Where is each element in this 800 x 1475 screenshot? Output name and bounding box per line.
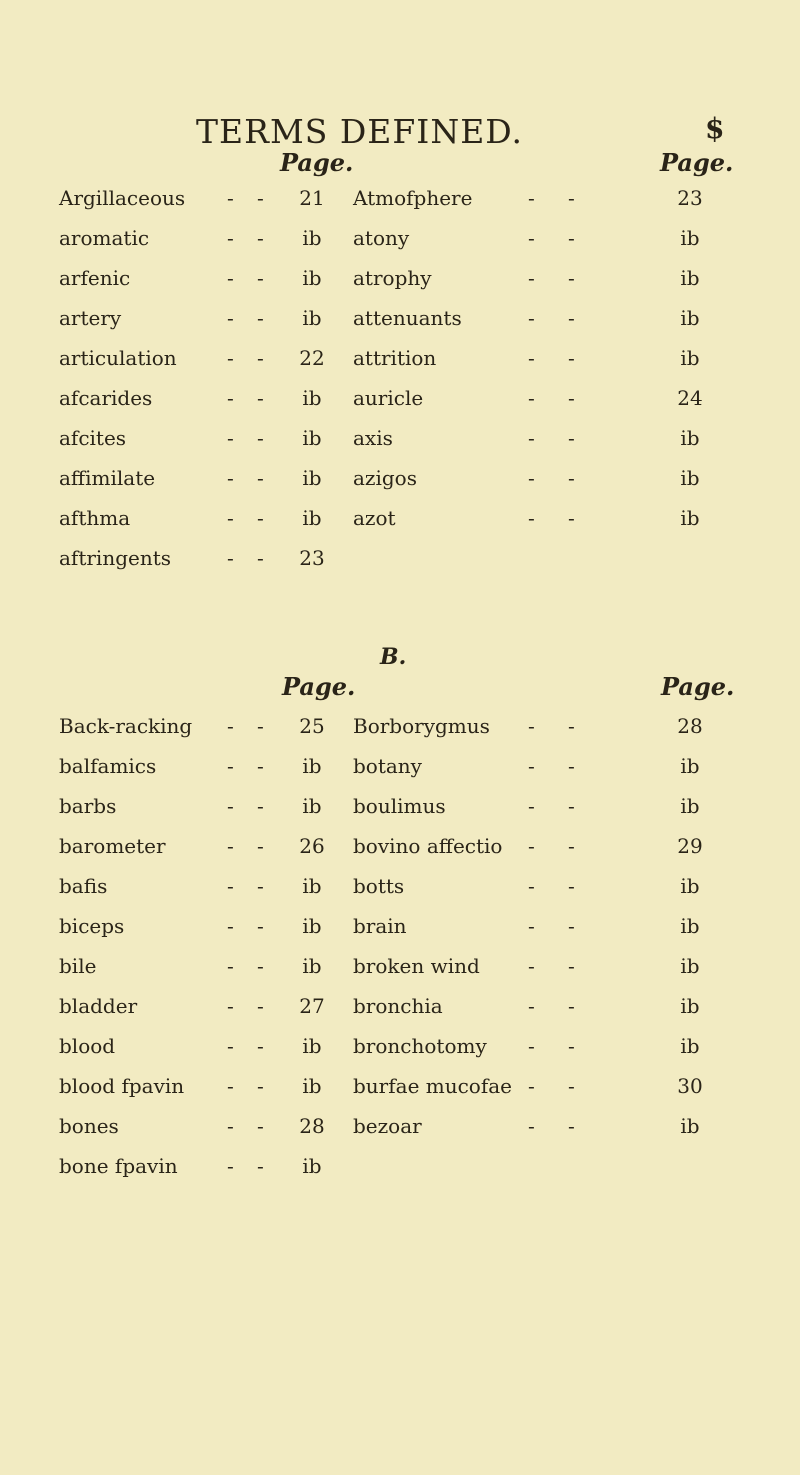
running-title: TERMS DEFINED. — [196, 112, 524, 151]
leader-dash: - — [257, 714, 264, 738]
index-term: azot — [353, 506, 396, 530]
leader-dash: - — [257, 794, 264, 818]
leader-dash: - — [568, 426, 575, 450]
index-term: aftringents — [59, 546, 172, 570]
page-reference: ib — [302, 874, 322, 898]
page-reference: ib — [302, 794, 322, 818]
leader-dash: - — [227, 794, 234, 818]
page-reference: 23 — [299, 546, 325, 570]
column-label-right: Page. — [660, 148, 734, 177]
index-term: botts — [353, 874, 405, 898]
index-row — [0, 1068, 800, 1108]
leader-dash: - — [227, 714, 234, 738]
leader-dash: - — [227, 1074, 234, 1098]
leader-dash: - — [257, 386, 264, 410]
leader-dash: - — [227, 266, 234, 290]
leader-dash: - — [568, 994, 575, 1018]
page-reference: ib — [680, 1114, 700, 1138]
index-row — [0, 180, 800, 220]
leader-dash: - — [528, 1034, 535, 1058]
leader-dash: - — [257, 1114, 264, 1138]
page-reference: 25 — [299, 714, 325, 738]
leader-dash: - — [257, 1154, 264, 1178]
leader-dash: - — [257, 266, 264, 290]
page-reference: ib — [680, 954, 700, 978]
leader-dash: - — [227, 834, 234, 858]
index-term: azigos — [353, 466, 417, 490]
index-term: aromatic — [59, 226, 150, 250]
page-reference: ib — [302, 914, 322, 938]
page-reference: ib — [680, 466, 700, 490]
leader-dash: - — [227, 954, 234, 978]
leader-dash: - — [528, 226, 535, 250]
index-row — [0, 1028, 800, 1068]
leader-dash: - — [568, 834, 575, 858]
leader-dash: - — [568, 874, 575, 898]
page-reference: ib — [680, 754, 700, 778]
column-label-left: Page. — [282, 672, 356, 701]
leader-dash: - — [257, 1074, 264, 1098]
leader-dash: - — [257, 994, 264, 1018]
index-term: Argillaceous — [59, 186, 186, 210]
leader-dash: - — [568, 754, 575, 778]
index-term: attrition — [353, 346, 437, 370]
leader-dash: - — [528, 306, 535, 330]
page-reference: ib — [302, 954, 322, 978]
leader-dash: - — [568, 306, 575, 330]
page-reference: 24 — [677, 386, 703, 410]
index-row — [0, 380, 800, 420]
page-reference: 30 — [677, 1074, 703, 1098]
page-reference: 27 — [299, 994, 325, 1018]
page-reference: ib — [302, 386, 322, 410]
leader-dash: - — [257, 186, 264, 210]
leader-dash: - — [227, 1114, 234, 1138]
index-row — [0, 340, 800, 380]
page-reference: ib — [302, 1074, 322, 1098]
index-term: afthma — [59, 506, 131, 530]
page-number: $ — [705, 112, 725, 145]
index-term: broken wind — [353, 954, 480, 978]
leader-dash: - — [528, 794, 535, 818]
index-row — [0, 500, 800, 540]
index-term: brain — [353, 914, 407, 938]
leader-dash: - — [257, 874, 264, 898]
column-label-left: Page. — [280, 148, 354, 177]
column-label-right: Page. — [661, 672, 735, 701]
page-reference: ib — [680, 874, 700, 898]
index-term: affimilate — [59, 466, 156, 490]
index-term: barbs — [59, 794, 117, 818]
leader-dash: - — [257, 1034, 264, 1058]
leader-dash: - — [227, 754, 234, 778]
page-reference: ib — [680, 266, 700, 290]
page-reference: 22 — [299, 346, 325, 370]
index-term: atrophy — [353, 266, 432, 290]
leader-dash: - — [528, 186, 535, 210]
leader-dash: - — [568, 1074, 575, 1098]
page-reference: 26 — [299, 834, 325, 858]
leader-dash: - — [528, 754, 535, 778]
leader-dash: - — [568, 794, 575, 818]
index-row — [0, 1148, 800, 1188]
leader-dash: - — [568, 1034, 575, 1058]
index-term: barometer — [59, 834, 166, 858]
leader-dash: - — [227, 506, 234, 530]
leader-dash: - — [528, 994, 535, 1018]
leader-dash: - — [528, 714, 535, 738]
page-reference: ib — [680, 306, 700, 330]
section-letter-b: B. — [380, 644, 407, 670]
leader-dash: - — [227, 226, 234, 250]
leader-dash: - — [257, 834, 264, 858]
page-reference: ib — [302, 754, 322, 778]
leader-dash: - — [528, 466, 535, 490]
leader-dash: - — [257, 754, 264, 778]
leader-dash: - — [568, 386, 575, 410]
leader-dash: - — [227, 914, 234, 938]
index-term: bone fpavin — [59, 1154, 178, 1178]
index-term: burfae mucofae — [353, 1074, 513, 1098]
leader-dash: - — [568, 346, 575, 370]
leader-dash: - — [227, 186, 234, 210]
index-term: attenuants — [353, 306, 462, 330]
page-reference: ib — [680, 914, 700, 938]
page-reference: ib — [302, 466, 322, 490]
index-term: botany — [353, 754, 422, 778]
leader-dash: - — [227, 874, 234, 898]
leader-dash: - — [528, 834, 535, 858]
leader-dash: - — [568, 466, 575, 490]
index-term: Borborygmus — [353, 714, 490, 738]
leader-dash: - — [227, 1154, 234, 1178]
index-term: blood — [59, 1034, 116, 1058]
index-term: auricle — [353, 386, 424, 410]
index-term: axis — [353, 426, 393, 450]
leader-dash: - — [257, 914, 264, 938]
leader-dash: - — [227, 346, 234, 370]
leader-dash: - — [528, 1114, 535, 1138]
index-row — [0, 828, 800, 868]
leader-dash: - — [568, 954, 575, 978]
leader-dash: - — [227, 466, 234, 490]
index-row — [0, 540, 800, 580]
leader-dash: - — [568, 506, 575, 530]
page-reference: 28 — [677, 714, 703, 738]
index-term: Atmofphere — [353, 186, 473, 210]
index-term: bafis — [59, 874, 108, 898]
index-term: atony — [353, 226, 410, 250]
page-reference: 29 — [677, 834, 703, 858]
page-reference: ib — [680, 226, 700, 250]
index-term: afcites — [59, 426, 127, 450]
leader-dash: - — [568, 914, 575, 938]
index-section-b — [0, 708, 800, 1188]
index-section-a — [0, 180, 800, 580]
index-term: biceps — [59, 914, 125, 938]
leader-dash: - — [227, 386, 234, 410]
index-term: bovino affectio — [353, 834, 503, 858]
leader-dash: - — [257, 506, 264, 530]
index-row — [0, 260, 800, 300]
index-term: boulimus — [353, 794, 446, 818]
leader-dash: - — [528, 266, 535, 290]
index-row — [0, 420, 800, 460]
leader-dash: - — [528, 1074, 535, 1098]
index-term: blood fpavin — [59, 1074, 185, 1098]
index-term: bronchia — [353, 994, 443, 1018]
leader-dash: - — [528, 506, 535, 530]
index-row — [0, 708, 800, 748]
index-term: bezoar — [353, 1114, 422, 1138]
page-reference: ib — [680, 794, 700, 818]
leader-dash: - — [227, 426, 234, 450]
index-row — [0, 1108, 800, 1148]
leader-dash: - — [568, 266, 575, 290]
index-row — [0, 988, 800, 1028]
index-term: arfenic — [59, 266, 131, 290]
leader-dash: - — [257, 546, 264, 570]
leader-dash: - — [257, 346, 264, 370]
index-row — [0, 788, 800, 828]
leader-dash: - — [568, 226, 575, 250]
index-row — [0, 748, 800, 788]
index-row — [0, 300, 800, 340]
index-row — [0, 220, 800, 260]
page-reference: 23 — [677, 186, 703, 210]
leader-dash: - — [257, 466, 264, 490]
leader-dash: - — [227, 546, 234, 570]
leader-dash: - — [528, 386, 535, 410]
index-term: Back-racking — [59, 714, 193, 738]
index-term: bones — [59, 1114, 119, 1138]
index-row — [0, 460, 800, 500]
index-term: articulation — [59, 346, 177, 370]
leader-dash: - — [528, 426, 535, 450]
index-term: bile — [59, 954, 97, 978]
page-reference: 28 — [299, 1114, 325, 1138]
leader-dash: - — [227, 306, 234, 330]
page-reference: ib — [302, 1034, 322, 1058]
index-term: bladder — [59, 994, 138, 1018]
leader-dash: - — [227, 1034, 234, 1058]
leader-dash: - — [257, 306, 264, 330]
page-reference: ib — [680, 1034, 700, 1058]
index-row — [0, 868, 800, 908]
leader-dash: - — [568, 186, 575, 210]
leader-dash: - — [528, 346, 535, 370]
leader-dash: - — [568, 1114, 575, 1138]
page-reference: ib — [302, 266, 322, 290]
leader-dash: - — [528, 874, 535, 898]
page-reference: ib — [680, 994, 700, 1018]
index-term: afcarides — [59, 386, 153, 410]
page-reference: ib — [302, 306, 322, 330]
page-reference: ib — [680, 426, 700, 450]
leader-dash: - — [227, 994, 234, 1018]
leader-dash: - — [257, 954, 264, 978]
index-term: artery — [59, 306, 122, 330]
page-reference: ib — [302, 1154, 322, 1178]
page-reference: ib — [302, 226, 322, 250]
index-term: balfamics — [59, 754, 157, 778]
page-reference: ib — [680, 346, 700, 370]
page-reference: ib — [302, 426, 322, 450]
page-reference: ib — [302, 506, 322, 530]
page-reference: ib — [680, 506, 700, 530]
index-row — [0, 948, 800, 988]
leader-dash: - — [257, 226, 264, 250]
index-row — [0, 908, 800, 948]
leader-dash: - — [257, 426, 264, 450]
index-term: bronchotomy — [353, 1034, 487, 1058]
leader-dash: - — [528, 914, 535, 938]
leader-dash: - — [528, 954, 535, 978]
leader-dash: - — [568, 714, 575, 738]
page-reference: 21 — [299, 186, 325, 210]
